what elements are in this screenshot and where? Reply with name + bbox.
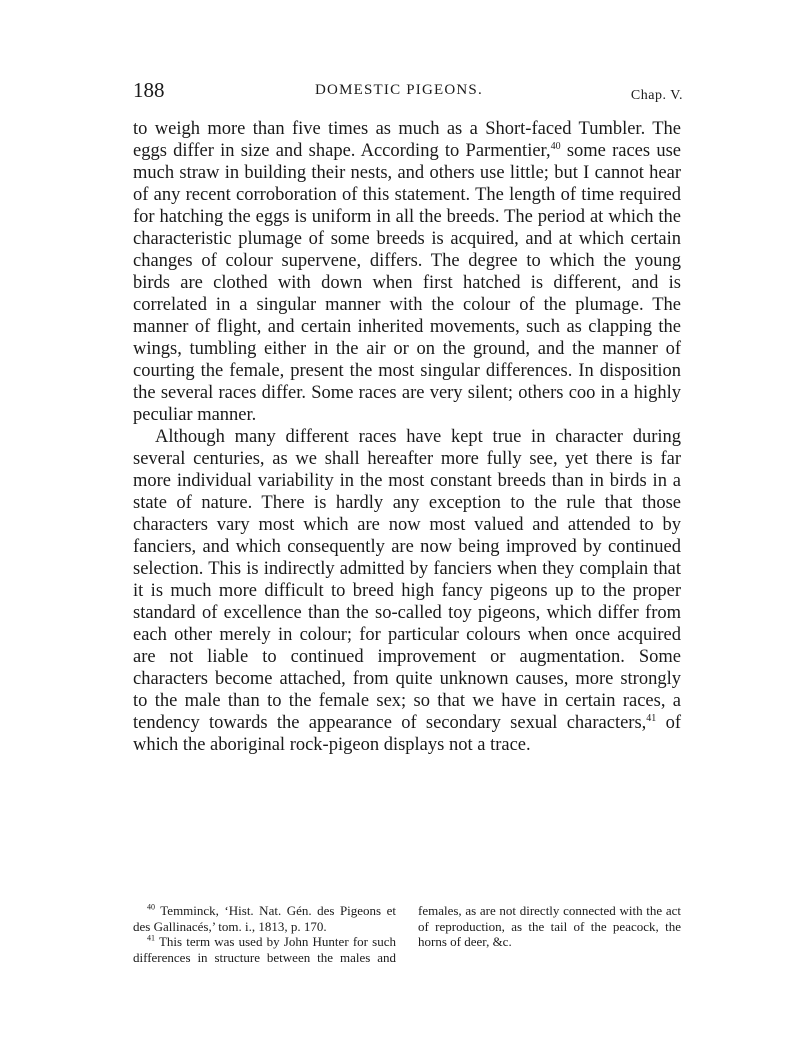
footnote-reference: 41 bbox=[646, 712, 657, 724]
footnote bbox=[133, 903, 396, 934]
paragraph bbox=[133, 426, 681, 756]
body-text bbox=[133, 118, 681, 756]
footnote-number: 40 bbox=[147, 902, 155, 912]
footnote-reference: 40 bbox=[550, 140, 561, 152]
footnotes bbox=[133, 903, 681, 965]
footnote-text: Temminck, ‘Hist. Nat. Gén. des Pigeons et des Gallinacés,’ tom. i., 1813, p. 170. bbox=[133, 903, 396, 934]
paragraph-text: some races use much straw in building their nests, and others use little; but I cannot hear of any recent corroboration of this statement. The length of time required for hatching the eggs is uniform in all the breeds. The period at which the characteristic plumage of some breeds is acquired, and at which certain changes of colour supervene, differs. The degree to which the young birds are clothed with down when first hatched is different, and is correlated in a singular manner with the colour of the plumage. The manner of flight, and certain inherited movements, such as clapping the wings, tumbling either in the air or on the ground, and the manner of courting the female, present the most singular differences. In disposition the several races differ. Some races are very silent; others coo in a highly peculiar manner. bbox=[133, 141, 681, 425]
running-title: DOMESTIC PIGEONS. bbox=[315, 82, 483, 98]
paragraph-text: to weigh more than five times as much as a Short-faced Tumbler. The eggs differ in size and shape. According to Parmentier, bbox=[133, 119, 681, 161]
running-header bbox=[133, 78, 683, 108]
paragraph bbox=[133, 118, 681, 426]
paragraph-text: Although many different races have kept true in character during several centuries, as we shall hereafter more fully see, yet there is far more individual variability in the most constant breeds than in birds in a state of nature. There is hardly any exception to the rule that those characters vary most which are now most valued and attended to by fanciers, and which consequently are now being improved by continued selection. This is indirectly admitted by fanciers when they complain that it is much more difficult to breed high fancy pigeons up to the proper standard of excellence than the so-called toy pigeons, which differ from each other merely in colour; for particular colours when once acquired are not liable to continued improvement or augmentation. Some characters become attached, from quite unknown causes, more strongly to the male than to the female sex; so that we have in certain races, a tendency towards the appearance of secondary sexual characters, bbox=[133, 427, 681, 733]
page-number: 188 bbox=[133, 78, 165, 102]
paragraph-text: of which the aboriginal rock-pigeon displays not a trace. bbox=[133, 713, 681, 755]
chapter-label: Chap. V. bbox=[630, 88, 683, 103]
footnote-number: 41 bbox=[147, 933, 155, 943]
footnote-text: This term was used by John Hunter for such differences in structure between the males and females, as are not directly connected with the act of reproduction, as the tail of the peacock, the horns of deer, &c. bbox=[133, 903, 681, 965]
